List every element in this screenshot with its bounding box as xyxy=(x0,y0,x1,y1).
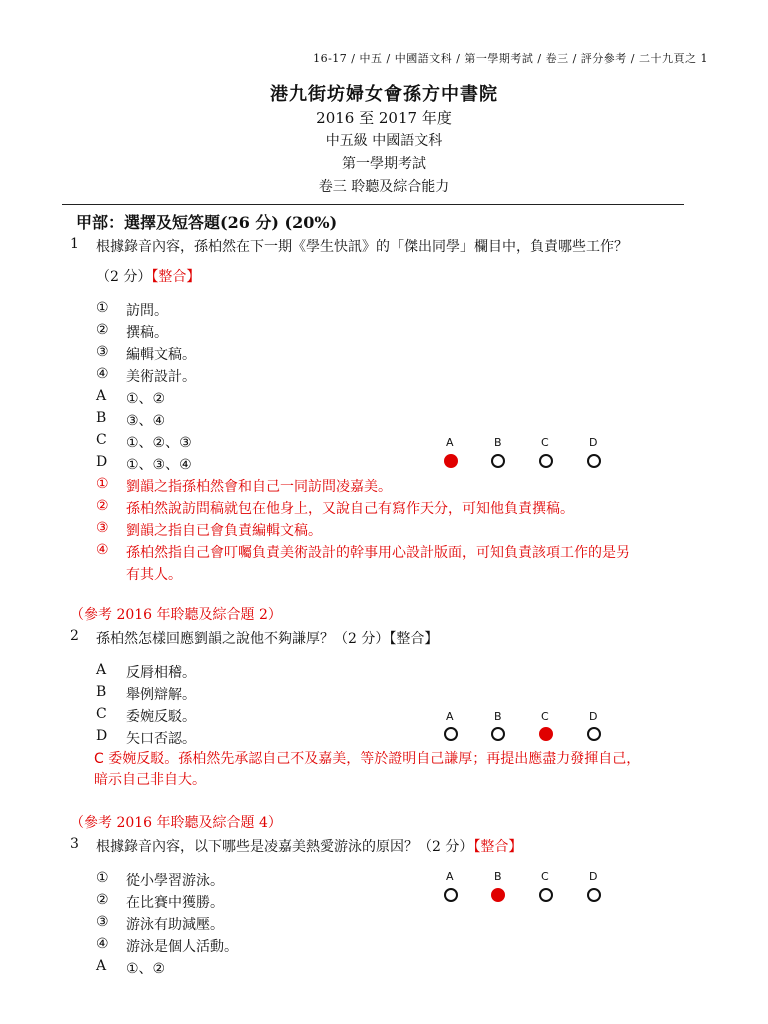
q1-tag: 【整合】 xyxy=(151,269,201,285)
q1-option-text: ①、②、③ xyxy=(126,435,192,451)
bubble-letter-a: A xyxy=(446,710,454,723)
explanation-mark: ③ xyxy=(96,520,109,536)
q3-item-mark: ② xyxy=(96,892,109,908)
q3-option-text: ①、② xyxy=(126,961,166,977)
q3-tag: 【整合】 xyxy=(473,839,523,855)
section-heading: 甲部：選擇及短答題(26 分) (20%) xyxy=(76,213,338,232)
q1-option-letter: B xyxy=(96,410,107,426)
bubble-b[interactable] xyxy=(491,888,505,902)
bubble-b[interactable] xyxy=(491,727,505,741)
bubble-a[interactable] xyxy=(444,727,458,741)
exam-term: 第一學期考試 xyxy=(342,156,426,172)
bubble-letter-d: D xyxy=(589,436,598,449)
explanation-text: 孫柏然說訪問稿就包在他身上，又說自己有寫作天分，可知他負責撰稿。 xyxy=(126,501,574,517)
q1-option-letter: C xyxy=(96,432,107,448)
q1-text: 根據錄音內容，孫柏然在下一期《學生快訊》的「傑出同學」欄目中，負責哪些工作？ xyxy=(96,239,628,255)
bubble-b[interactable] xyxy=(491,454,505,468)
q1-item-text: 訪問。 xyxy=(126,303,168,319)
bubble-d[interactable] xyxy=(587,888,601,902)
q3-item-text: 從小學習游泳。 xyxy=(126,873,224,889)
academic-year: 2016 至 2017 年度 xyxy=(316,109,452,127)
q3-item-text: 在比賽中獲勝。 xyxy=(126,895,224,911)
q3-option-letter: A xyxy=(96,958,107,974)
q2-option-letter: B xyxy=(96,684,107,700)
bubble-letter-b: B xyxy=(494,870,502,883)
bubble-letter-a: A xyxy=(446,870,454,883)
q2-explanation: 暗示自己非自大。 xyxy=(94,772,206,788)
q1-item-mark: ④ xyxy=(96,366,109,382)
form-subject: 中五級 中國語文科 xyxy=(325,133,443,149)
q1-marks: （2 分） xyxy=(96,269,152,285)
bubble-c[interactable] xyxy=(539,454,553,468)
q3-item-mark: ③ xyxy=(96,914,109,930)
q3-item-mark: ④ xyxy=(96,936,109,952)
q1-option-text: ①、② xyxy=(126,391,166,407)
q1-item-mark: ① xyxy=(96,300,109,316)
q1-item-text: 美術設計。 xyxy=(126,369,196,385)
q1-marks-line xyxy=(96,266,200,286)
bubble-a[interactable] xyxy=(444,888,458,902)
bubble-letter-b: B xyxy=(494,710,502,723)
q3-item-mark: ① xyxy=(96,870,109,886)
q2-option-text: 反脣相稽。 xyxy=(126,665,196,681)
bubble-letter-c: C xyxy=(541,710,549,723)
q3-text-line xyxy=(96,836,522,856)
q2-option-text: 委婉反駁。 xyxy=(126,709,196,725)
bubble-letter-b: B xyxy=(494,436,502,449)
bubble-c[interactable] xyxy=(539,727,553,741)
q2-option-text: 矢口否認。 xyxy=(126,731,196,747)
bubble-a[interactable] xyxy=(444,454,458,468)
explanation-text: 劉韻之指孫柏然會和自己一同訪問凌嘉美。 xyxy=(126,479,392,495)
q1-item-mark: ② xyxy=(96,322,109,338)
q2-number: 2 xyxy=(70,628,79,644)
q2-option-letter: A xyxy=(96,662,107,678)
explanation-mark: ② xyxy=(96,498,109,514)
q1-item-text: 撰稿。 xyxy=(126,325,168,341)
school-name: 港九街坊婦女會孫方中書院 xyxy=(270,84,498,105)
reference-note: （參考 2016 年聆聽及綜合題 4） xyxy=(70,815,282,831)
explanation-text: 有其人。 xyxy=(126,567,182,583)
q3-text: 根據錄音內容，以下哪些是凌嘉美熱愛游泳的原因？（2 分） xyxy=(96,839,474,855)
q1-option-letter: A xyxy=(96,388,107,404)
q2-option-text: 舉例辯解。 xyxy=(126,687,196,703)
bubble-letter-c: C xyxy=(541,436,549,449)
q1-item-mark: ③ xyxy=(96,344,109,360)
bubble-letter-d: D xyxy=(589,710,598,723)
bubble-letter-a: A xyxy=(446,436,454,449)
q2-text-line xyxy=(96,628,438,648)
q1-option-text: ③、④ xyxy=(126,413,166,429)
explanation-mark: ① xyxy=(96,476,109,492)
q1-option-text: ①、③、④ xyxy=(126,457,192,473)
q3-item-text: 游泳有助減壓。 xyxy=(126,917,224,933)
q1-number: 1 xyxy=(70,236,79,252)
explanation-text: 劉韻之指自已會負責編輯文稿。 xyxy=(126,523,322,539)
q2-text: 孫柏然怎樣回應劉韻之說他不夠謙厚？（2 分） xyxy=(96,631,390,647)
explanation-mark: ④ xyxy=(96,542,109,558)
reference-note: （參考 2016 年聆聽及綜合題 2） xyxy=(70,607,282,623)
bubble-letter-c: C xyxy=(541,870,549,883)
q3-number: 3 xyxy=(70,836,79,852)
bubble-letter-d: D xyxy=(589,870,598,883)
q1-item-text: 編輯文稿。 xyxy=(126,347,196,363)
q2-tag: 【整合】 xyxy=(389,631,439,647)
bubble-d[interactable] xyxy=(587,454,601,468)
bubble-d[interactable] xyxy=(587,727,601,741)
bubble-c[interactable] xyxy=(539,888,553,902)
q3-item-text: 游泳是個人活動。 xyxy=(126,939,238,955)
paper-title: 卷三 聆聽及綜合能力 xyxy=(318,179,450,195)
q2-option-letter: C xyxy=(96,706,107,722)
q1-option-letter: D xyxy=(96,454,108,470)
running-header: 16-17 / 中五 / 中國語文科 / 第一學期考試 / 卷三 / 評分參考 / 二十九頁之 1 xyxy=(313,52,708,65)
explanation-text: 孫柏然指自己會叮囑負責美術設計的幹事用心設計版面，可知負責該項工作的是另 xyxy=(126,545,630,561)
header-divider xyxy=(62,204,684,205)
q2-option-letter: D xyxy=(96,728,108,744)
q2-explanation: C 委婉反駁。孫柏然先承認自己不及嘉美，等於證明自己謙厚；再提出應盡力發揮自己， xyxy=(94,751,641,767)
